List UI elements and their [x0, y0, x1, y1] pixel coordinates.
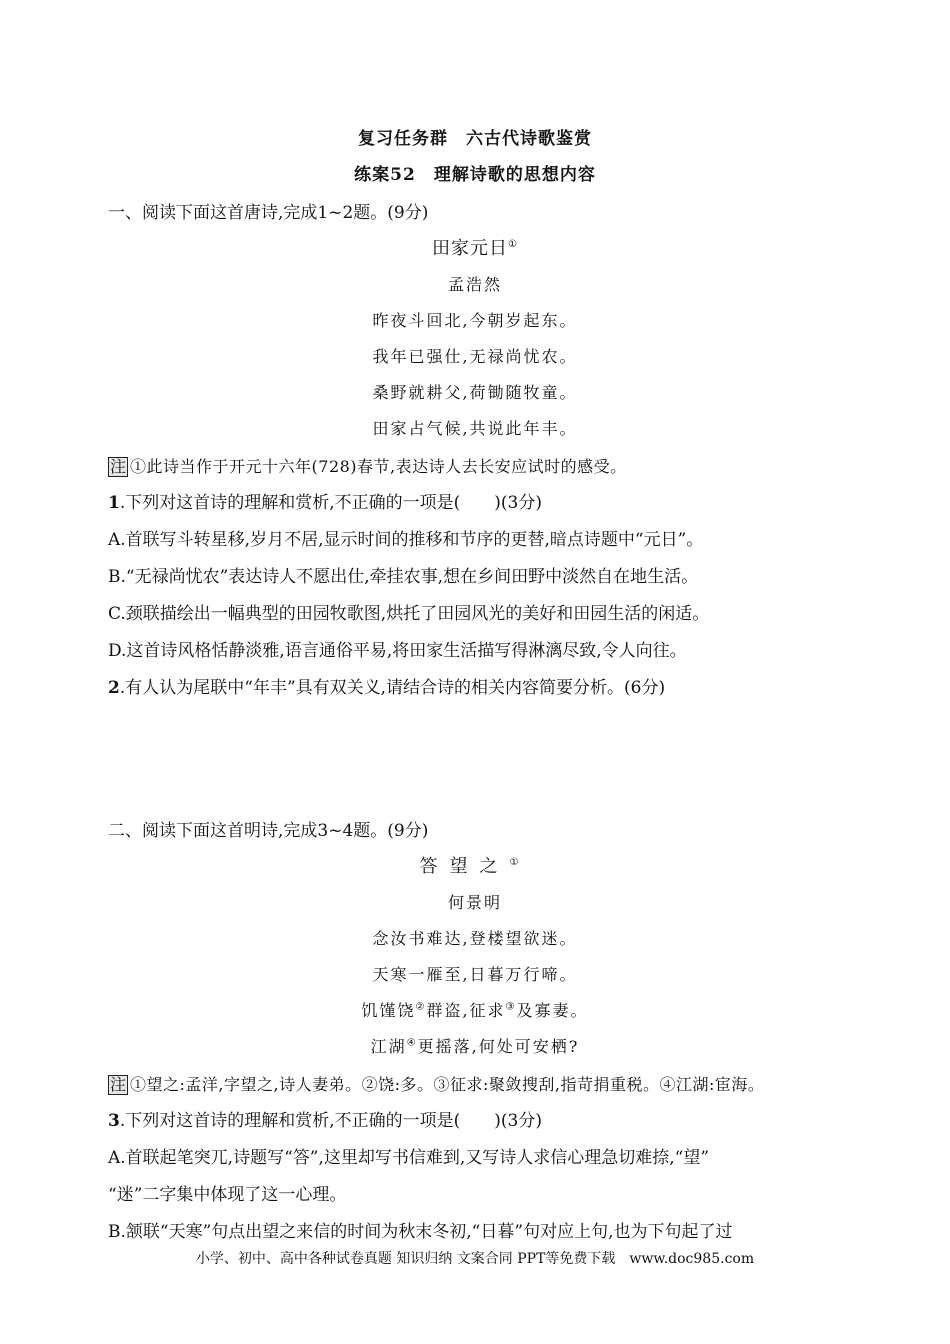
footer-text: 小学、初中、高中各种试卷真题 知识归纳 文案合同 PPT等免费下载 [195, 1251, 616, 1267]
note-text: ①望之:孟洋,字望之,诗人妻弟。②饶:多。③征求:聚敛搜刮,指苛捐重税。④江湖:宦海。 [130, 1075, 765, 1094]
poem1-title-text: 田家元日 [432, 238, 509, 259]
poem1-line-2: 我年已强仕,无禄尚忧农。 [372, 347, 578, 366]
poem2-line-4-mark: ④ [406, 1037, 418, 1049]
poem2-line-1: 念汝书难达,登楼望欲迷。 [372, 929, 578, 948]
q1-number: 1 [108, 493, 120, 513]
q3-stem [108, 1110, 542, 1132]
poem2-line-2: 天寒一雁至,日暮万行啼。 [372, 965, 578, 984]
poem1-note [108, 456, 627, 478]
section1-heading: 一、阅读下面这首唐诗,完成1~2题。(9分) [108, 203, 429, 223]
footer [0, 1248, 950, 1270]
q2-stem [108, 677, 665, 699]
poem2-line-4-b: 更摇落,何处可安栖? [417, 1037, 580, 1056]
poem1-title-mark: ① [508, 239, 518, 250]
section2-heading: 二、阅读下面这首明诗,完成3~4题。(9分) [108, 821, 429, 841]
poem1-author: 孟浩然 [447, 275, 502, 294]
q1-option-c: C.颈联描绘出一幅典型的田园牧歌图,烘托了田园风光的美好和田园生活的闲适。 [108, 604, 710, 624]
poem1-title [0, 238, 950, 260]
poem2-author: 何景明 [447, 893, 502, 912]
q3-option-a-line-2: “迷”二字集中体现了这一心理。 [108, 1185, 347, 1205]
q3-stem-text: .下列对这首诗的理解和赏析,不正确的一项是( )(3分) [119, 1111, 542, 1131]
note-label: 注 [110, 1075, 127, 1094]
poem1-line-4: 田家占气候,共说此年丰。 [372, 419, 578, 438]
main-title: 复习任务群 六古代诗歌鉴赏 [358, 129, 592, 149]
q1-stem [108, 492, 542, 514]
poem2-line-3 [0, 1000, 950, 1022]
poem1-line-3: 桑野就耕父,荷锄随牧童。 [372, 383, 578, 402]
poem2-line-3-mark-3: ③ [505, 1001, 517, 1013]
note-label: 注 [110, 457, 127, 476]
poem2-title-mark: ① [509, 857, 531, 868]
poem2-line-3-mark-2: ② [415, 1001, 427, 1013]
q1-option-d: D.这首诗风格恬静淡雅,语言通俗平易,将田家生活描写得淋漓尽致,令人向往。 [108, 641, 687, 661]
poem2-title [0, 856, 950, 878]
footer-site-link[interactable]: www.doc985.com [629, 1251, 755, 1267]
q1-option-b: B.“无禄尚忧农”表达诗人不愿出仕,牵挂农事,想在乡间田野中淡然自在地生活。 [108, 567, 699, 587]
poem2-line-3-b: 群盗,征求 [426, 1001, 506, 1020]
q2-stem-text: .有人认为尾联中“年丰”具有双关义,请结合诗的相关内容简要分析。(6分) [119, 678, 666, 698]
poem2-line-3-c: 及寡妻。 [516, 1001, 589, 1020]
q3-number: 3 [108, 1111, 120, 1131]
sub-title: 练案52 理解诗歌的思想内容 [354, 165, 596, 185]
note-text: ①此诗当作于开元十六年(728)春节,表达诗人去长安应试时的感受。 [130, 457, 627, 476]
poem2-line-3-a: 饥馑饶 [361, 1001, 416, 1020]
poem1-line-1: 昨夜斗回北,今朝岁起东。 [372, 311, 578, 330]
q2-number: 2 [108, 678, 120, 698]
q1-option-a: A.首联写斗转星移,岁月不居,显示时间的推移和节序的更替,暗点诗题中“元日”。 [108, 530, 704, 550]
q1-stem-text: .下列对这首诗的理解和赏析,不正确的一项是( )(3分) [119, 493, 542, 513]
q3-option-b: B.颔联“天寒”句点出望之来信的时间为秋末冬初,“日暮”句对应上句,也为下句起了过 [108, 1222, 733, 1242]
poem2-line-4 [0, 1036, 950, 1058]
poem2-note [108, 1074, 764, 1096]
poem2-title-text: 答望之 [419, 856, 510, 877]
q3-option-a-line-1: A.首联起笔突兀,诗题写“答”,这里却写书信难到,又写诗人求信心理急切难捺,“望” [108, 1148, 710, 1168]
poem2-line-4-a: 江湖 [370, 1037, 407, 1056]
